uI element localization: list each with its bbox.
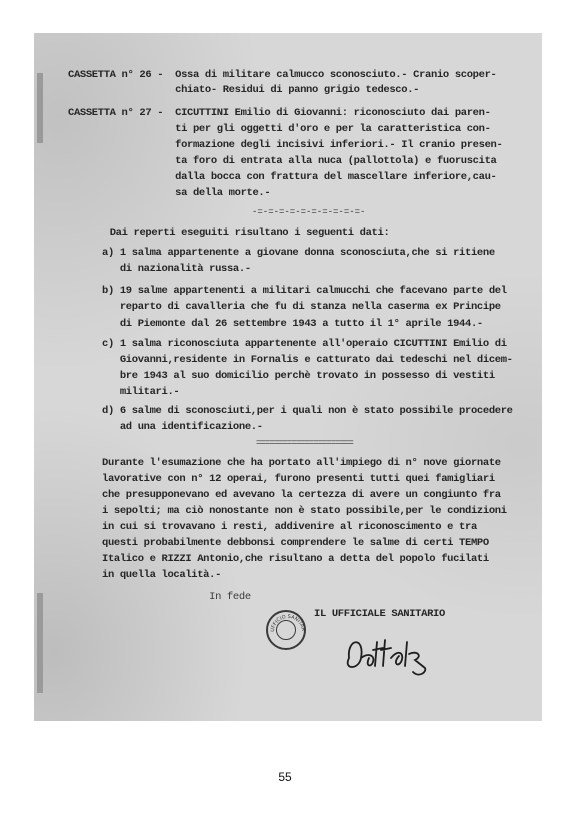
finding-b-cont: di Piemonte dal 26 settembre 1943 a tutto il 1° aprile 1944.- [102, 318, 483, 330]
entry-cassetta-27-cont: dalla bocca con frattura del mascellare inferiore,cau- [68, 171, 497, 183]
entry-cassetta-27-cont: ta foro di entrata alla nuca (pallottola) e fuoruscita [68, 155, 497, 167]
entry-cassetta-27: CASSETTA n° 27 - CICUTTINI Emilio di Giovanni: riconosciuto dai paren- [68, 107, 491, 119]
entry-cassetta-26-cont: chiato- Residui di panno grigio tedesco.- [68, 84, 420, 96]
finding-d: d) 6 salme di sconosciuti,per i quali non è stato possibile procedere [102, 405, 513, 417]
separator-line: ====================== [256, 438, 353, 448]
scan-shadow [37, 593, 43, 693]
finding-a-cont: di nazionalità russa.- [102, 263, 251, 275]
entry-cassetta-27-cont: sa della morte.- [68, 187, 271, 199]
separator-line: -=-=-=-=-=-=-=-=-=-=- [252, 207, 366, 217]
finding-c: c) 1 salma riconosciuta appartenente all'operaio CICUTTINI Emilio di [102, 338, 507, 350]
paragraph-line: Durante l'esumazione che ha portato all'impiego di n° nove giornate [102, 457, 501, 469]
scanned-document [34, 33, 542, 721]
scan-shadow [37, 73, 43, 143]
paragraph-line: questi probabilmente debbonsi comprendere le salme di certi TEMPO [102, 537, 489, 549]
page-number: 55 [278, 770, 292, 784]
findings-heading: Dai reperti eseguiti risultano i seguenti dati: [74, 227, 390, 239]
paragraph-line: i sepolti; ma ciò nonostante non è stato possibile,per le condizioni [102, 505, 507, 517]
finding-b-cont: reparto di cavalleria che fu di stanza nella caserma ex Principe [102, 301, 501, 313]
entry-cassetta-27-cont: formazione degli incisivi inferiori.- Il cranio presen- [68, 139, 503, 151]
entry-cassetta-26: CASSETTA n° 26 - Ossa di militare calmucco sconosciuto.- Cranio scoper- [68, 69, 497, 81]
entry-cassetta-27-cont: ti per gli oggetti d'oro e per la caratteristica con- [68, 123, 491, 135]
paragraph-line: in quella località.- [102, 569, 222, 581]
handwritten-signature [339, 628, 434, 683]
finding-c-cont: Giovanni,residente in Fornalis e catturato dai tedeschi nel dicem- [102, 354, 513, 366]
finding-b: b) 19 salme appartenenti a militari calmucchi che facevano parte del [102, 285, 507, 297]
stamp-emblem [276, 620, 296, 640]
svg-text:UFFICIO SANITARIO: UFFICIO SANITAR [269, 613, 307, 633]
signatory-title: IL UFFICIALE SANITARIO [314, 608, 445, 620]
finding-d-cont: ad una identificazione.- [102, 421, 263, 433]
finding-c-cont: bre 1943 al suo domicilio perchè trovato in possesso di vestiti [102, 370, 495, 382]
closing-in-fede: In fede [102, 591, 251, 603]
paragraph-line: lavorative con n° 12 operai, furono presenti tutti quei famigliari [102, 473, 495, 485]
official-stamp [266, 610, 306, 650]
finding-c-cont: militari.- [102, 386, 180, 398]
paragraph-line: Italico e RIZZI Antonio,che risultano a detta del popolo fucilati [102, 553, 489, 565]
finding-a: a) 1 salma appartenente a giovane donna sconosciuta,che si ritiene [102, 247, 495, 259]
paragraph-line: in cui si trovavano i resti, addivenire al riconoscimento e tra [102, 521, 477, 533]
paragraph-line: che presupponevano ed avevano la certezza di avere un congiunto fra [102, 489, 501, 501]
